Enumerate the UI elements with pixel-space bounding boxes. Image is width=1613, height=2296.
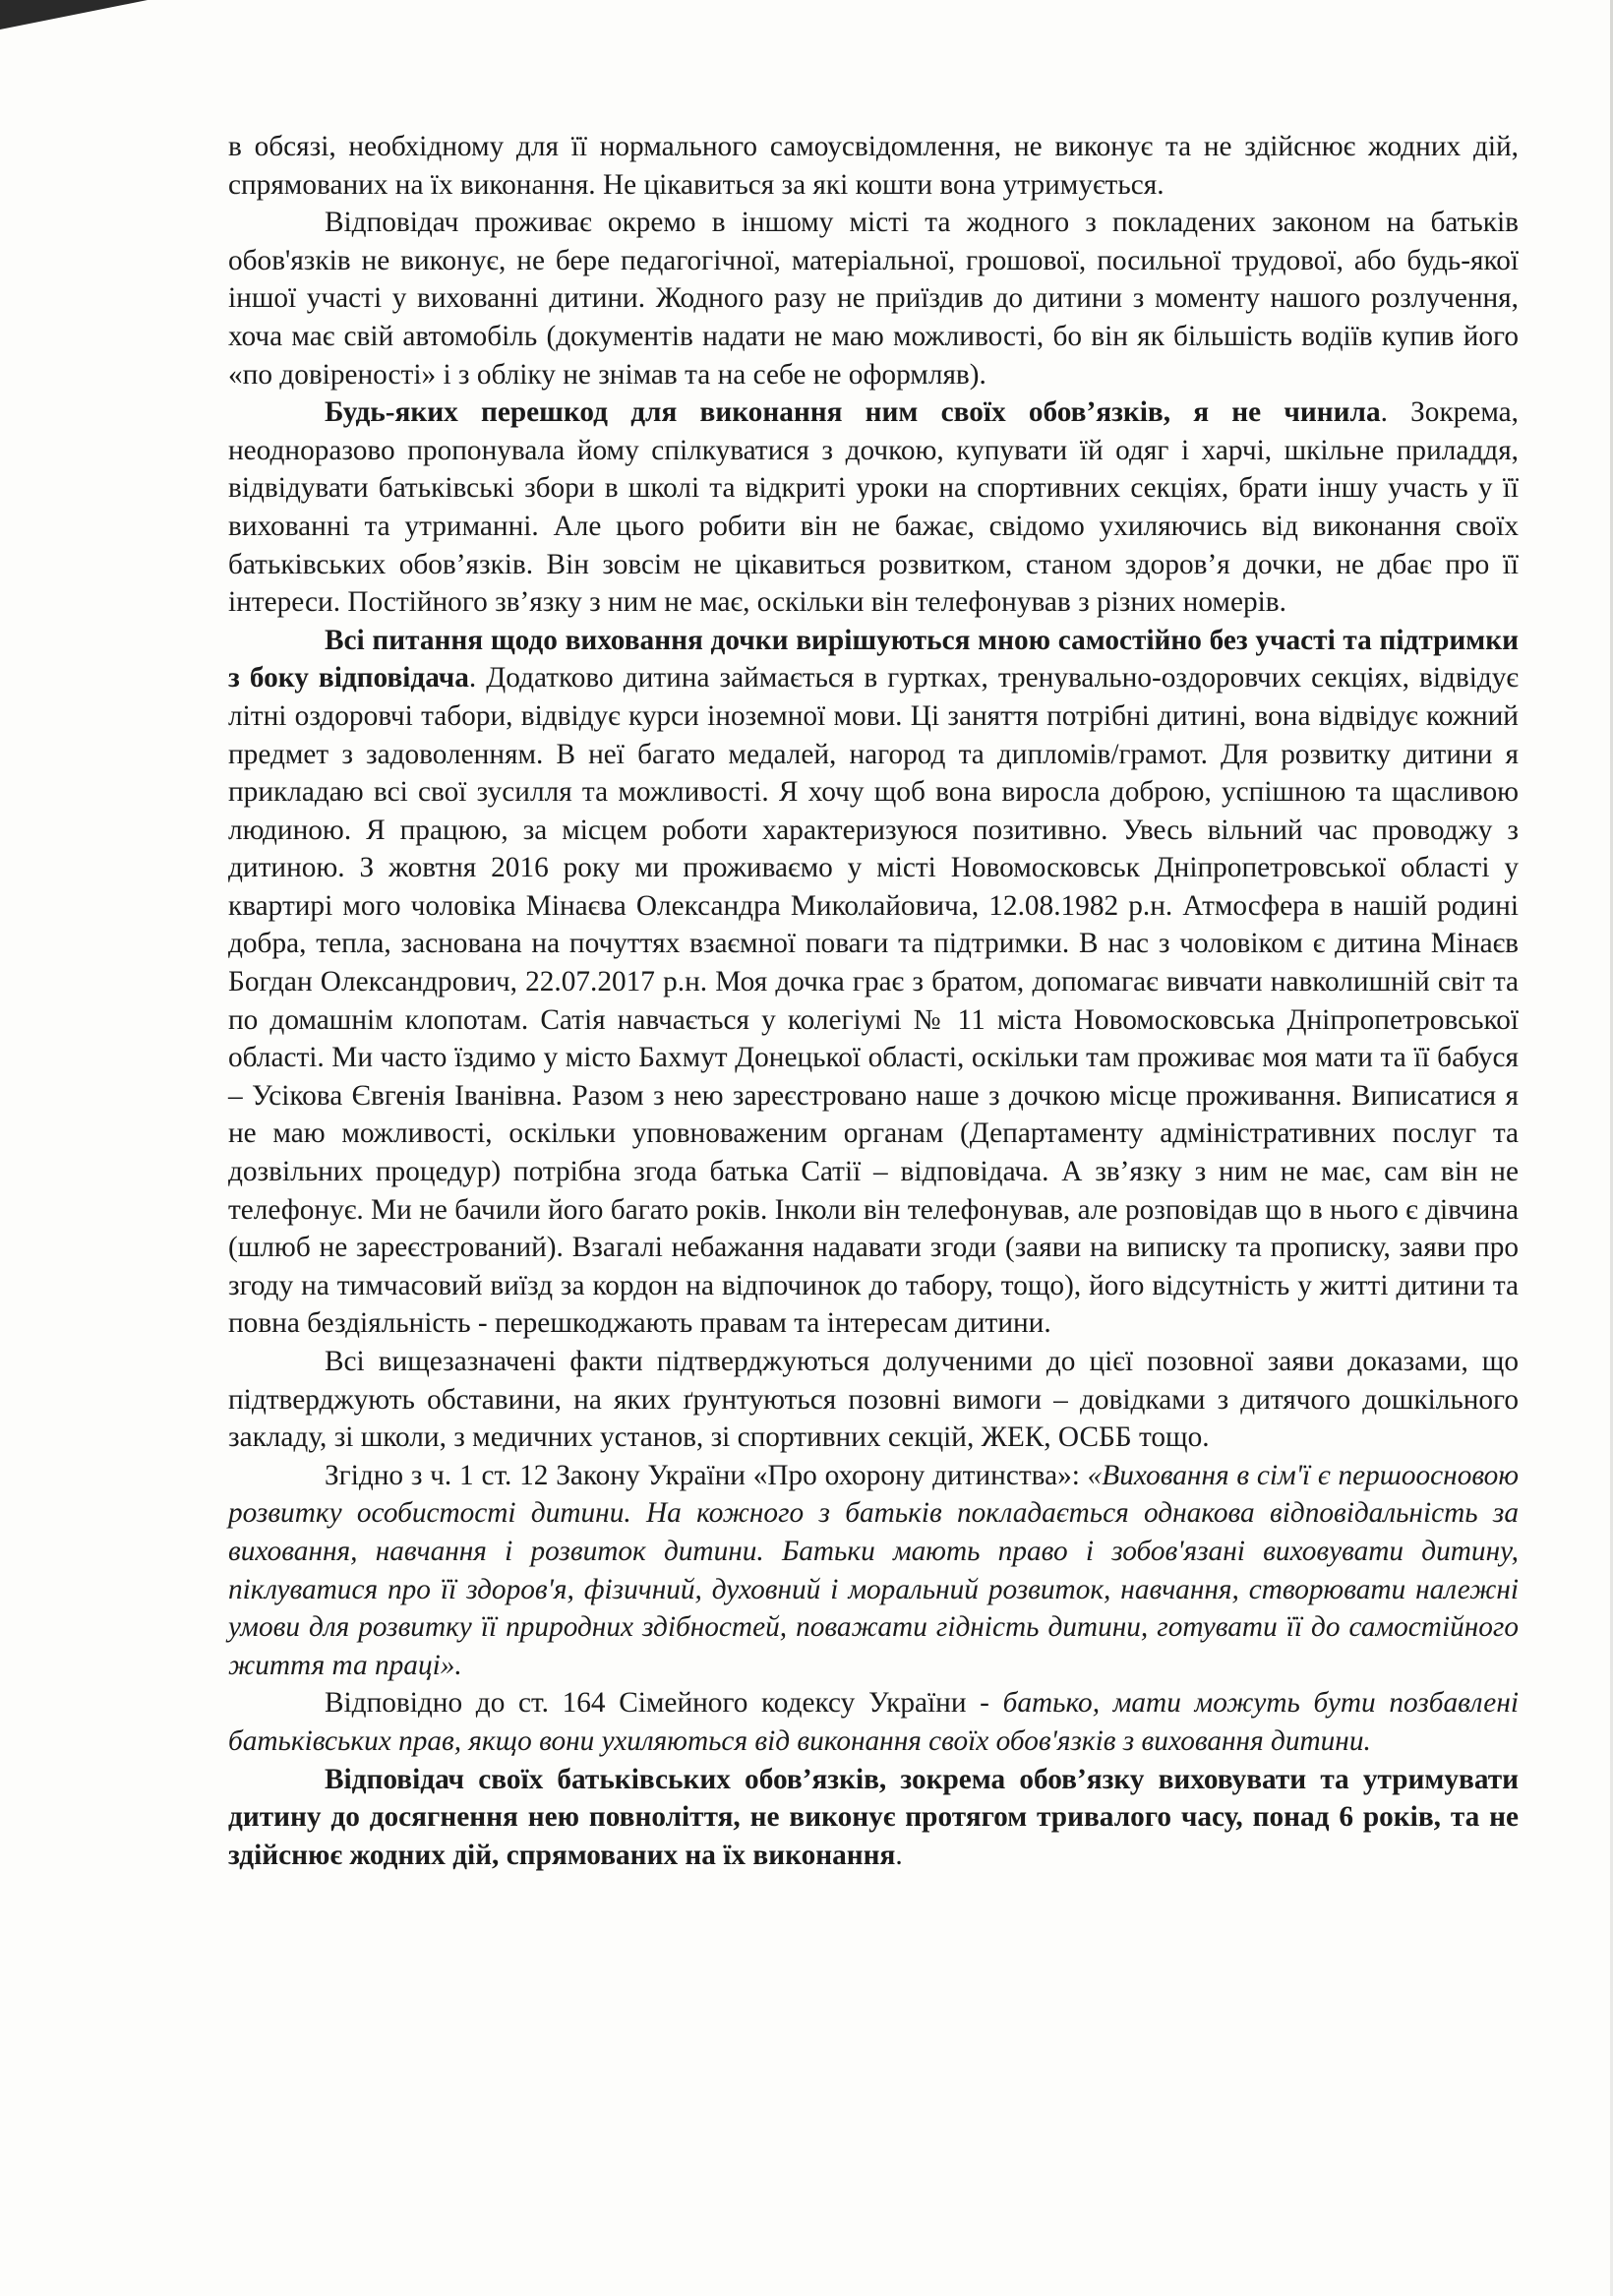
paragraph (228, 1343, 1519, 1457)
document-page (228, 128, 1519, 1874)
bold-text: Будь-яких перешкод для виконання ним своїх обов’язків, я не чинила (325, 396, 1381, 429)
italic-text: батько, мати можуть бути позбавлені батьківських прав, якщо вони ухиляються від виконання своїх обов'язків з виховання дитини. (228, 1687, 1519, 1757)
text-run: Згідно з ч. 1 ст. 12 Закону України «Про охорону дитинства»: (325, 1459, 1088, 1491)
paragraph (228, 128, 1519, 204)
italic-text: «Виховання в сім'ї є першоосновою розвитку особистості дитини. На кожного з батьків покладається однакова відповідальність за виховання, навчання і розвиток дитини. Батьки мають право і зобов'язані виховувати дитину, піклуватися про її здоров'я, фізичний, духовний і моральний розвиток, навчання, створювати належні умови для розвитку її природних здібностей, поважати гідність дитини, готувати її до самостійного життя та праці». (228, 1459, 1519, 1681)
text-run: Відповідно до ст. 164 Сімейного кодексу України - (325, 1687, 1003, 1720)
paragraph (228, 1684, 1519, 1760)
paragraph (228, 204, 1519, 393)
bold-text: Відповідач своїх батьківських обов’язків, зокрема обов’язку виховувати та утримувати дитину до досягнення нею повноліття, не виконує протягом тривалого часу, понад 6 років, та не здійснює жодних дій, спрямованих на їх виконання (228, 1763, 1519, 1871)
text-run: . Додатково дитина займається в гуртках, тренувально-оздоровчих секціях, відвідує літні оздоровчі табори, відвідує курси іноземної мови. Ці заняття потрібні дитині, вона відвідує кожний предмет з задоволенням. В неї багато медалей, нагород та дипломів/грамот. Для розвитку дитини я прикладаю всі свої зусилля та можливості. Я хочу щоб вона виросла доброю, успішною та щасливою людиною. Я працюю, за місцем роботи характеризуюся позитивно. Увесь вільний час проводжу з дитиною. З жовтня 2016 року ми проживаємо у місті Новомосковськ Дніпропетровської області у квартирі мого чоловіка Мінаєва Олександра Миколайовича, 12.08.1982 р.н. Атмосфера в нашій родині добра, тепла, заснована на почуттях взаємної поваги та підтримки. В нас з чоловіком є дитина Мінаєв Богдан Олександрович, 22.07.2017 р.н. Моя дочка грає з братом, допомагає вивчати навколишній світ та по домашнім клопотам. Сатія навчається у колегіумі № 11 міста Новомосковська Дніпропетровської області. Ми часто їздимо у місто Бахмут Донецької області, оскільки там проживає моя мати та її бабуся – Усікова Євгенія Іванівна. Разом з нею зареєстровано наше з дочкою місце проживання. Виписатися я не маю можливості, оскільки уповноваженим органам (Департаменту адміністративних послуг та дозвільних процедур) потрібна згода батька Сатії – відповідача. А зв’язку з ним не має, сам він не телефонує. Ми не бачили його багато років. Інколи він телефонував, але розповідав що в нього є дівчина (шлюб не зареєстрований). Взагалі небажання надавати згоди (заяви на виписку та прописку, заяви про згоду на тимчасовий виїзд за кордон на відпочинок до табору, тощо), його відсутність у житті дитини та повна бездіяльність - перешкоджають правам та інтересам дитини. (228, 662, 1519, 1340)
text-run: . (895, 1839, 903, 1871)
text-run: в обсязі, необхідному для її нормального самоусвідомлення, не виконує та не здійснює жодних дій, спрямованих на їх виконання. Не цікавиться за які кошти вона утримується. (228, 131, 1519, 201)
text-run: Відповідач проживає окремо в іншому місті та жодного з покладених законом на батьків обов'язків не виконує, не бере педагогічної, матеріальної, грошової, посильної трудової, або будь-якої іншої участі у вихованні дитини. Жодного разу не приїздив до дитини з моменту нашого розлучення, хоча має свій автомобіль (документів надати не маю можливості, бо він як більшість водіїв купив його «по довіреності» і з обліку не знімав та на себе не оформляв). (228, 207, 1519, 391)
bold-text: Всі питання щодо виховання дочки вирішуються мною самостійно без участі та підтримки з боку відповідача (228, 624, 1519, 695)
paragraph (228, 1457, 1519, 1685)
text-run: . Зокрема, неодноразово пропонувала йому спілкуватися з дочкою, купувати їй одяг і харчі, шкільне приладдя, відвідувати батьківські збори в школі та відкриті уроки на спортивних секціях, брати іншу участь у її вихованні та утриманні. Але цього робити він не бажає, свідомо ухиляючись від виконання своїх батьківських обов’язків. Він зовсім не цікавиться розвитком, станом здоров’я дочки, не дбає про її інтереси. Постійного зв’язку з ним не має, оскільки він телефонував з різних номерів. (228, 396, 1520, 619)
paragraph (228, 622, 1519, 1343)
paragraph (228, 393, 1519, 622)
scan-corner-shadow (0, 0, 148, 30)
text-run: Всі вищезазначені факти підтверджуються долученими до цієї позовної заяви доказами, що підтверджують обставини, на яких ґрунтуються позовні вимоги – довідками з дитячого дошкільного закладу, зі школи, з медичних установ, зі спортивних секцій, ЖЕК, ОСББ тощо. (228, 1346, 1519, 1454)
paragraph (228, 1761, 1519, 1875)
